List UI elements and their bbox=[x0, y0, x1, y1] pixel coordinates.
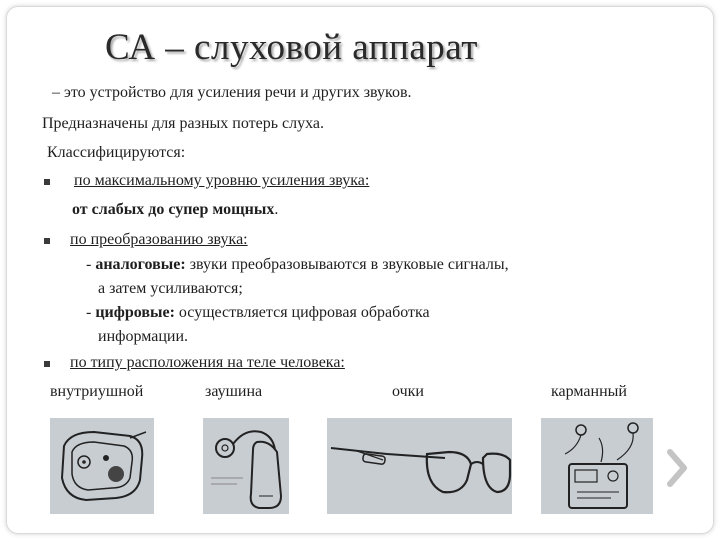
digital-term: цифровые: bbox=[95, 304, 175, 321]
analog-continuation: а затем усиливаются; bbox=[98, 280, 243, 297]
bullet-3-heading: по типу расположения на теле человека: bbox=[70, 354, 345, 371]
purpose-text: Предназначены для разных потерь слуха. bbox=[42, 115, 324, 132]
in-ear-aid-image bbox=[50, 418, 154, 514]
analog-line bbox=[86, 256, 509, 274]
bullet-1-heading: по максимальному уровню усиления звука: bbox=[74, 172, 370, 189]
dash: - bbox=[86, 304, 96, 321]
type-caption-glasses: очки bbox=[392, 383, 424, 400]
analog-term: аналоговые: bbox=[95, 256, 186, 273]
bullet-1-range: от слабых до супер мощных bbox=[72, 201, 275, 218]
type-caption-in-ear: внутриушной bbox=[50, 383, 144, 400]
classified-text: Классифицируются: bbox=[47, 144, 186, 161]
bullet-2-heading: по преобразованию звука: bbox=[70, 231, 248, 248]
type-caption-behind-ear: заушина bbox=[205, 383, 263, 400]
definition-text: – это устройство для усиления речи и других звуков. bbox=[52, 84, 412, 101]
analog-desc: звуки преобразовываются в звуковые сигналы, bbox=[185, 256, 509, 273]
bullet-marker bbox=[44, 361, 50, 367]
type-caption-pocket: карманный bbox=[551, 383, 627, 400]
bullet-1-dot: . bbox=[274, 201, 279, 218]
bullet-1-body bbox=[72, 201, 278, 219]
digital-continuation: информации. bbox=[98, 328, 189, 345]
behind-ear-aid-image bbox=[203, 418, 289, 514]
pocket-aid-image bbox=[541, 418, 653, 514]
bullet-marker bbox=[44, 238, 50, 244]
glasses-aid-image bbox=[327, 418, 512, 514]
digital-line bbox=[86, 304, 430, 322]
dash: - bbox=[86, 256, 96, 273]
slide-title: СА – слуховой аппарат bbox=[105, 27, 478, 68]
digital-desc: осуществляется цифровая обработка bbox=[174, 304, 430, 321]
chevron-right-icon[interactable] bbox=[664, 448, 690, 488]
bullet-marker bbox=[44, 179, 50, 185]
